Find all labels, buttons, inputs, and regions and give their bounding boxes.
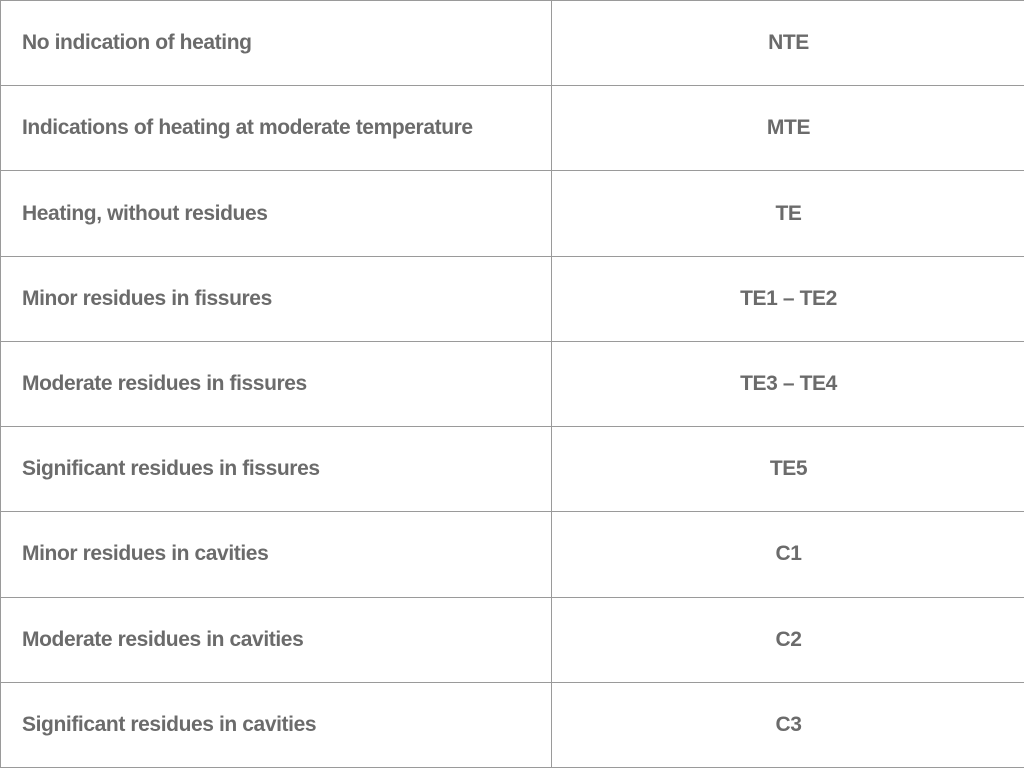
row-code: TE — [552, 171, 1024, 256]
row-code: C1 — [552, 512, 1024, 597]
row-code: MTE — [552, 86, 1024, 171]
row-code: C3 — [552, 682, 1024, 767]
row-description: Significant residues in fissures — [1, 427, 552, 512]
row-code: TE3 – TE4 — [552, 341, 1024, 426]
table-row — [1, 427, 1024, 512]
table-row — [1, 256, 1024, 341]
row-description: Moderate residues in cavities — [1, 597, 552, 682]
table-row — [1, 512, 1024, 597]
table-row — [1, 682, 1024, 767]
row-description: Heating, without residues — [1, 171, 552, 256]
table-row — [1, 171, 1024, 256]
row-code: NTE — [552, 1, 1024, 86]
table-row — [1, 86, 1024, 171]
row-description: Significant residues in cavities — [1, 682, 552, 767]
table-row — [1, 341, 1024, 426]
row-code: C2 — [552, 597, 1024, 682]
row-code: TE5 — [552, 427, 1024, 512]
row-code: TE1 – TE2 — [552, 256, 1024, 341]
row-description: Minor residues in cavities — [1, 512, 552, 597]
row-description: Moderate residues in fissures — [1, 341, 552, 426]
table-row — [1, 1, 1024, 86]
row-description: No indication of heating — [1, 1, 552, 86]
row-description: Indications of heating at moderate temperature — [1, 86, 552, 171]
row-description: Minor residues in fissures — [1, 256, 552, 341]
table-row — [1, 597, 1024, 682]
